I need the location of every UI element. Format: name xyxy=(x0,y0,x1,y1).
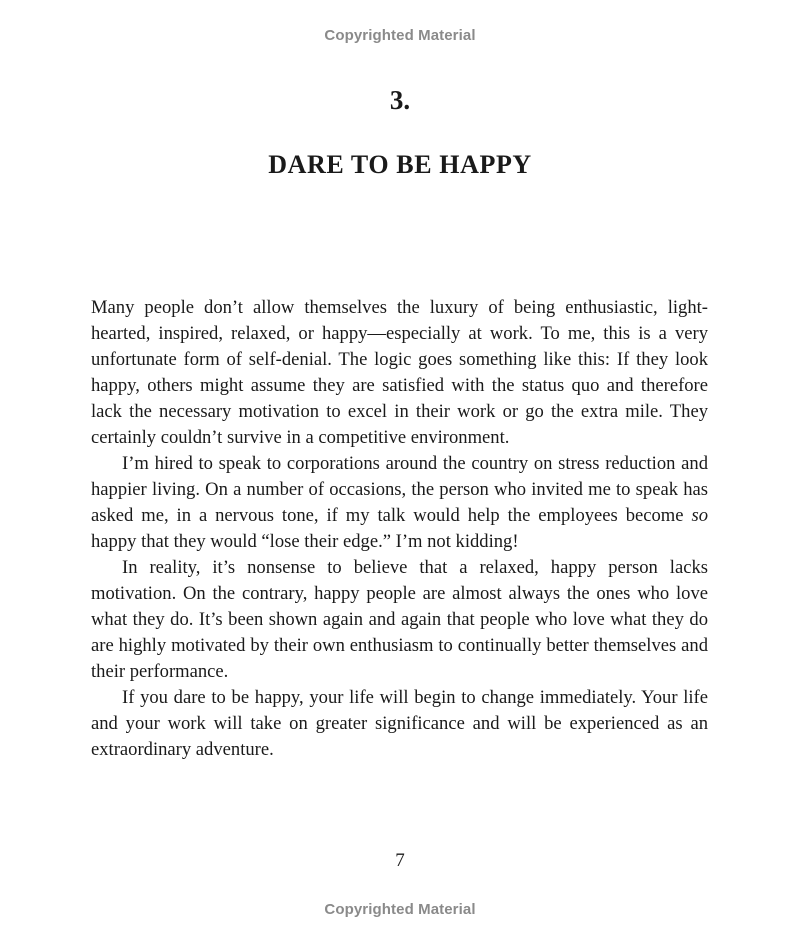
copyright-watermark-bottom: Copyrighted Material xyxy=(324,901,476,918)
paragraph-1: Many people don’t allow themselves the luxury of being enthusiastic, light-hearted, inspired, relaxed, or happy—especially at work. To me, this is a very unfortunate form of self-denial. The logic goes something like this: If they look happy, others might assume they are satisfied with the status quo and therefore lack the necessary motivation to excel in their work or go the extra mile. They certainly couldn’t survive in a competitive environment. xyxy=(91,297,708,448)
chapter-number: 3. xyxy=(389,85,411,115)
paragraph-3: In reality, it’s nonsense to believe that a relaxed, happy person lacks motivation. On the contrary, happy people are almost always the ones who love what they do. It’s been shown again and again that people who love what they do are highly motivated by their own enthusiasm to continually better themselves and their performance. xyxy=(91,557,708,682)
paragraph-2-text-after: happy that they would “lose their edge.” I’m not kidding! xyxy=(91,531,519,552)
paragraph-2-emphasis: so xyxy=(691,505,708,526)
chapter-title: DARE TO BE HAPPY xyxy=(268,150,532,179)
paragraph-4: If you dare to be happy, your life will begin to change immediately. Your life and your work will take on greater significance and will be experienced as an extraordinary adventure. xyxy=(91,687,708,760)
chapter-body xyxy=(91,295,708,763)
copyright-watermark-top: Copyrighted Material xyxy=(324,27,476,44)
paragraph-2-text-before: I’m hired to speak to corporations around the country on stress reduction and happier living. On a number of occasions, the person who invited me to speak has asked me, in a nervous tone, if my talk would help the employees become xyxy=(91,453,708,526)
paragraph-2 xyxy=(91,451,708,555)
page-number: 7 xyxy=(395,850,405,871)
